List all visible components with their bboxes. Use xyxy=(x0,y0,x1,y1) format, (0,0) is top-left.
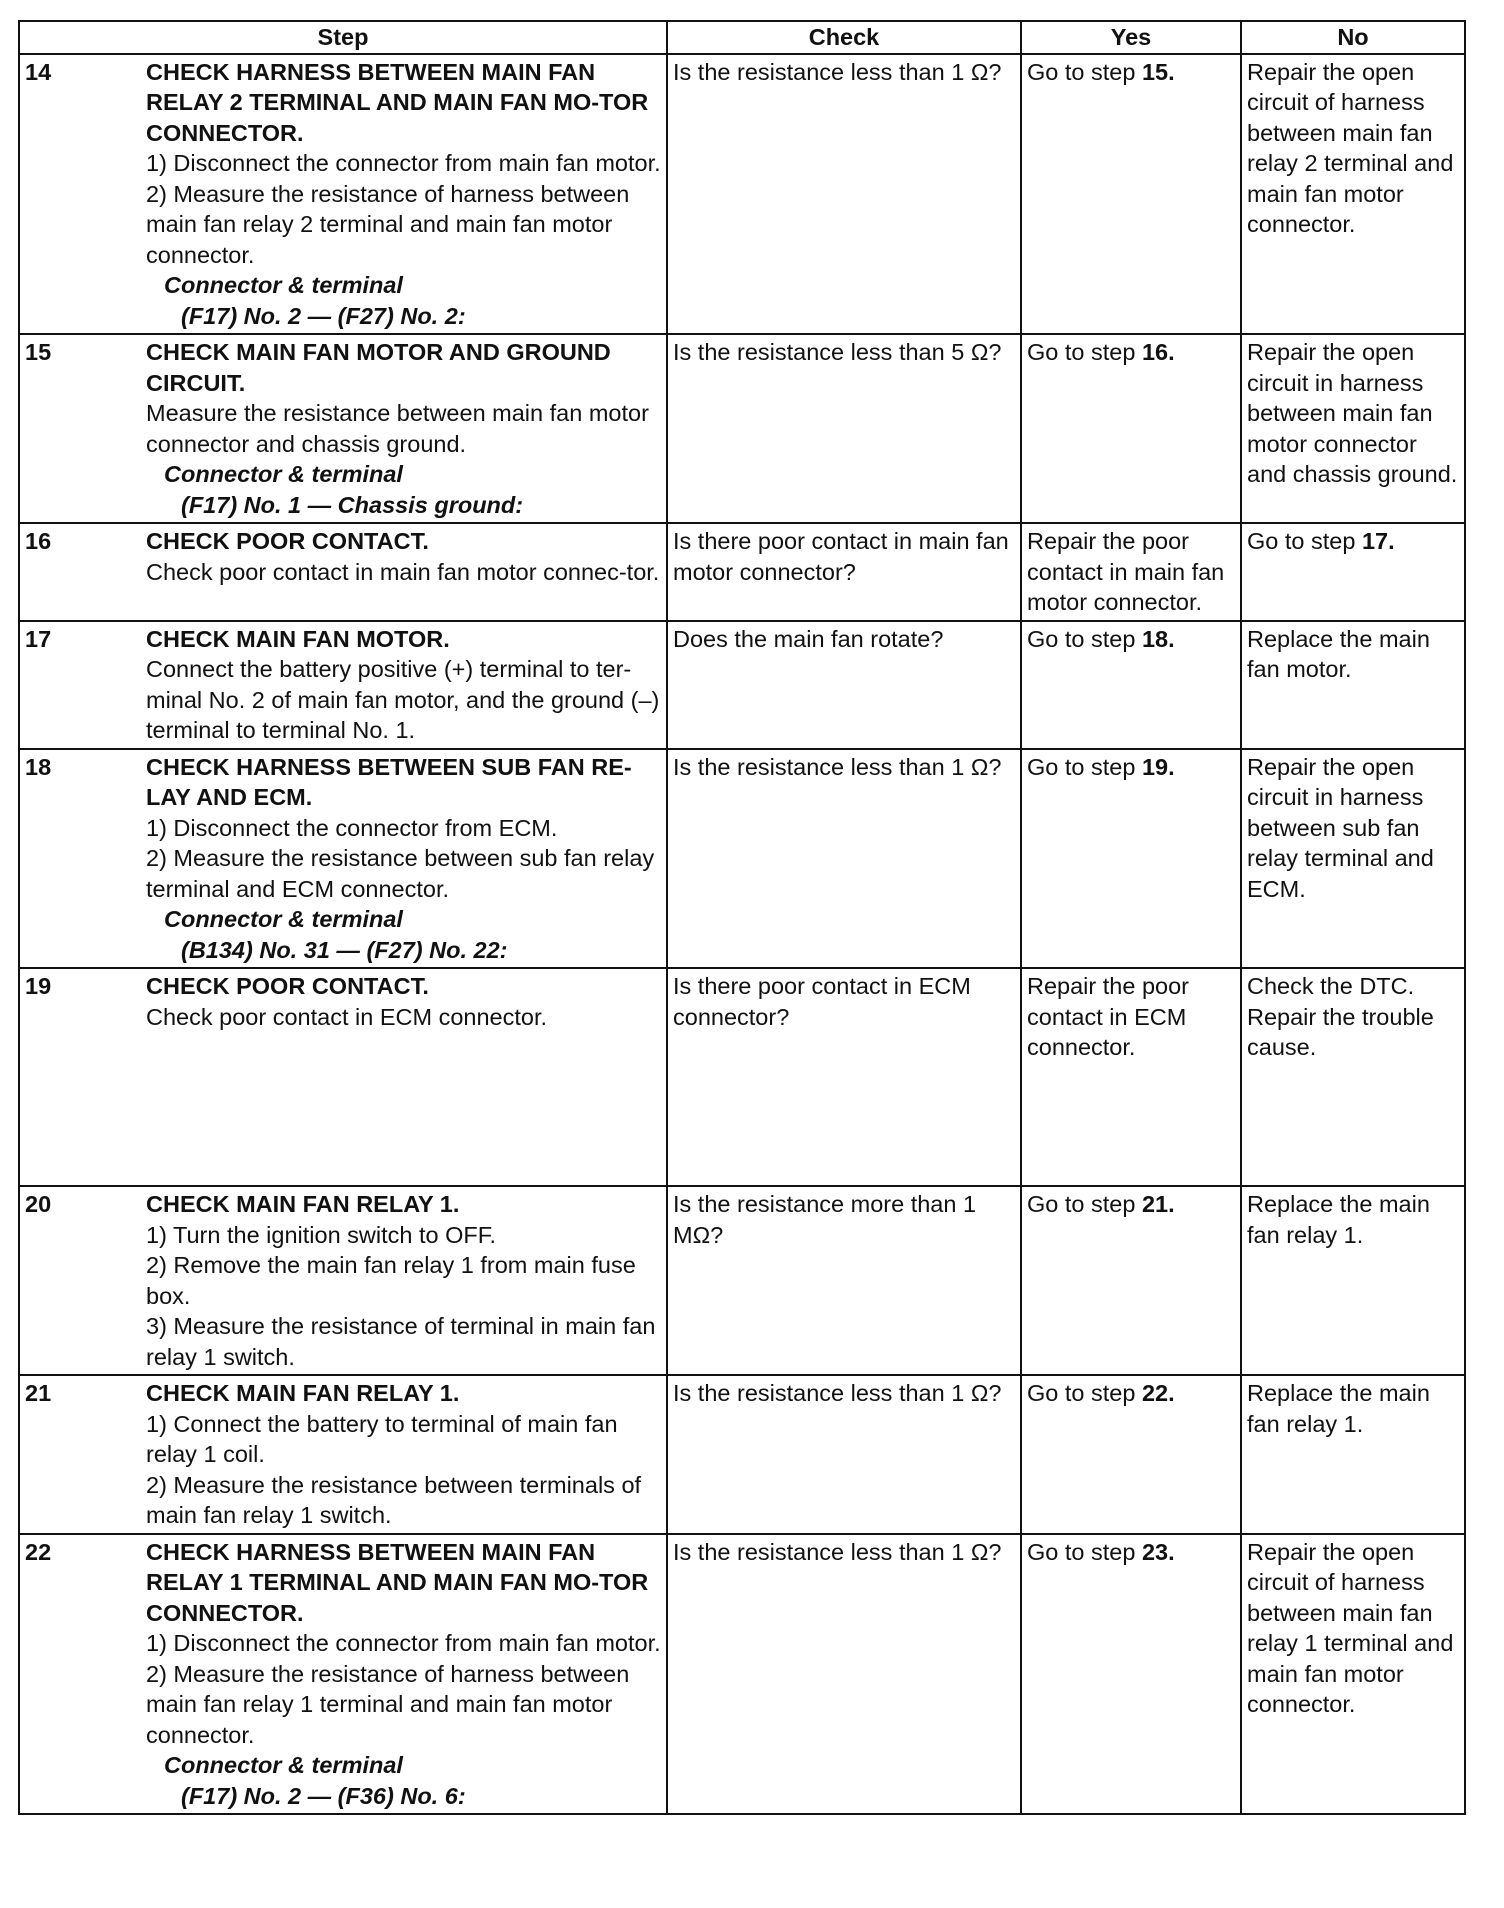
yes-cell xyxy=(1021,1186,1241,1375)
check-cell: Is the resistance less than 1 Ω? xyxy=(667,749,1021,969)
table-row xyxy=(19,334,1465,523)
yes-goto-text: Go to step xyxy=(1027,1191,1142,1217)
step-instruction: 3) Measure the resistance of terminal in main fan relay 1 switch. xyxy=(146,1313,656,1370)
yes-goto-text: Go to step xyxy=(1027,625,1142,652)
check-cell: Is there poor contact in main fan motor connector? xyxy=(667,523,1021,621)
step-cell xyxy=(19,1375,667,1534)
check-cell: Is the resistance less than 1 Ω? xyxy=(667,1534,1021,1815)
step-number: 16 xyxy=(25,528,52,554)
header-step: Step xyxy=(19,21,667,54)
no-cell: Replace the main fan motor. xyxy=(1241,621,1465,749)
header-row xyxy=(19,21,1465,54)
step-cell xyxy=(19,621,667,749)
yes-goto-text: Go to step xyxy=(1027,58,1142,85)
step-cell xyxy=(19,968,667,1186)
connector-value: (F17) No. 2 — (F36) No. 6: xyxy=(181,1782,466,1809)
no-goto-step: 17. xyxy=(1361,528,1395,554)
connector-label: Connector & terminal xyxy=(164,906,403,932)
step-number: 20 xyxy=(25,1191,52,1217)
step-instruction: Check poor contact in main fan motor connec-tor. xyxy=(146,558,660,585)
step-instruction: 1) Turn the ignition switch to OFF. xyxy=(146,1221,497,1248)
step-cell xyxy=(19,1186,667,1375)
step-instruction: 2) Measure the resistance of harness between main fan relay 2 terminal and main fan motor connector. xyxy=(146,180,630,268)
connector-label: Connector & terminal xyxy=(164,461,403,487)
no-cell: Repair the open circuit of harness between main fan relay 2 terminal and main fan motor connector. xyxy=(1241,54,1465,335)
step-cell xyxy=(19,334,667,523)
step-instruction: 1) Connect the battery to terminal of main fan relay 1 coil. xyxy=(146,1410,618,1467)
no-cell: Repair the open circuit of harness between main fan relay 1 terminal and main fan motor connector. xyxy=(1241,1534,1465,1815)
yes-goto-step: 18. xyxy=(1141,625,1175,652)
yes-goto-text: Go to step xyxy=(1027,1380,1142,1406)
step-cell xyxy=(19,54,667,335)
connector-value: (F17) No. 2 — (F27) No. 2: xyxy=(181,302,466,329)
yes-cell xyxy=(1021,334,1241,523)
check-cell: Does the main fan rotate? xyxy=(667,621,1021,749)
yes-cell xyxy=(1021,1375,1241,1534)
step-title: CHECK MAIN FAN MOTOR. xyxy=(146,625,450,652)
step-instruction: 1) Disconnect the connector from main fan motor. xyxy=(146,1630,661,1656)
step-instruction: Measure the resistance between main fan motor connector and chassis ground. xyxy=(146,400,649,457)
no-goto-text: Go to step xyxy=(1247,528,1362,554)
no-cell: Repair the open circuit in harness between sub fan relay terminal and ECM. xyxy=(1241,749,1465,969)
step-title: CHECK HARNESS BETWEEN SUB FAN RE-LAY AND ECM. xyxy=(146,753,632,810)
step-title: CHECK POOR CONTACT. xyxy=(146,973,429,999)
step-title: CHECK HARNESS BETWEEN MAIN FAN RELAY 2 TERMINAL AND MAIN FAN MO-TOR CONNECTOR. xyxy=(146,58,649,146)
step-instruction: Check poor contact in ECM connector. xyxy=(146,1003,548,1030)
step-title: CHECK MAIN FAN MOTOR AND GROUND CIRCUIT. xyxy=(146,339,611,396)
table-row xyxy=(19,1534,1465,1815)
step-instruction: 2) Remove the main fan relay 1 from main fuse box. xyxy=(146,1252,636,1309)
step-title: CHECK MAIN FAN RELAY 1. xyxy=(146,1380,460,1406)
yes-cell xyxy=(1021,54,1241,335)
header-check: Check xyxy=(667,21,1021,54)
table-row xyxy=(19,968,1465,1186)
yes-goto-step: 21. xyxy=(1141,1191,1175,1217)
step-cell xyxy=(19,523,667,621)
step-title: CHECK HARNESS BETWEEN MAIN FAN RELAY 1 TERMINAL AND MAIN FAN MO-TOR CONNECTOR. xyxy=(146,1538,649,1626)
yes-cell: Repair the poor contact in main fan motor connector. xyxy=(1021,523,1241,621)
table-row xyxy=(19,749,1465,969)
header-no: No xyxy=(1241,21,1465,54)
step-number: 15 xyxy=(25,339,52,365)
table-row xyxy=(19,1186,1465,1375)
check-cell: Is there poor contact in ECM connector? xyxy=(667,968,1021,1186)
table-row xyxy=(19,621,1465,749)
header-yes: Yes xyxy=(1021,21,1241,54)
step-cell xyxy=(19,1534,667,1815)
step-cell xyxy=(19,749,667,969)
check-cell: Is the resistance less than 1 Ω? xyxy=(667,1375,1021,1534)
step-number: 19 xyxy=(25,973,52,999)
yes-cell xyxy=(1021,621,1241,749)
step-instruction: 2) Measure the resistance between sub fan relay terminal and ECM connector. xyxy=(146,845,655,902)
table-row xyxy=(19,54,1465,335)
yes-goto-step: 15. xyxy=(1141,58,1175,85)
yes-goto-text: Go to step xyxy=(1027,753,1142,780)
no-cell xyxy=(1241,523,1465,621)
yes-goto-text: Go to step xyxy=(1027,1538,1142,1565)
step-title: CHECK POOR CONTACT. xyxy=(146,528,429,554)
yes-goto-step: 19. xyxy=(1141,753,1175,780)
yes-cell: Repair the poor contact in ECM connector. xyxy=(1021,968,1241,1186)
step-number: 22 xyxy=(25,1538,52,1565)
yes-goto-step: 23. xyxy=(1141,1538,1175,1565)
step-number: 17 xyxy=(25,625,52,652)
step-instruction: 2) Measure the resistance of harness between main fan relay 1 terminal and main fan motor connector. xyxy=(146,1660,630,1748)
no-cell: Check the DTC. Repair the trouble cause. xyxy=(1241,968,1465,1186)
step-instruction: Connect the battery positive (+) terminal to ter-minal No. 2 of main fan motor, and the ground (–) terminal to terminal No. 1. xyxy=(146,656,660,743)
step-instruction: 1) Disconnect the connector from main fan motor. xyxy=(146,150,661,176)
step-number: 14 xyxy=(25,58,52,85)
diagnostic-procedure-table xyxy=(18,20,1466,1815)
step-instruction: 1) Disconnect the connector from ECM. xyxy=(146,814,558,841)
connector-label: Connector & terminal xyxy=(164,272,403,298)
yes-cell xyxy=(1021,749,1241,969)
yes-goto-step: 22. xyxy=(1141,1380,1175,1406)
check-cell: Is the resistance less than 1 Ω? xyxy=(667,54,1021,335)
yes-goto-step: 16. xyxy=(1141,339,1175,365)
no-cell: Replace the main fan relay 1. xyxy=(1241,1375,1465,1534)
no-cell: Repair the open circuit in harness between main fan motor connector and chassis ground. xyxy=(1241,334,1465,523)
connector-value: (B134) No. 31 — (F27) No. 22: xyxy=(181,936,508,963)
table-row xyxy=(19,523,1465,621)
check-cell: Is the resistance less than 5 Ω? xyxy=(667,334,1021,523)
step-number: 21 xyxy=(25,1380,52,1406)
yes-goto-text: Go to step xyxy=(1027,339,1142,365)
check-cell: Is the resistance more than 1 MΩ? xyxy=(667,1186,1021,1375)
step-instruction: 2) Measure the resistance between terminals of main fan relay 1 switch. xyxy=(146,1471,642,1528)
connector-label: Connector & terminal xyxy=(164,1752,403,1778)
step-number: 18 xyxy=(25,753,52,780)
no-cell: Replace the main fan relay 1. xyxy=(1241,1186,1465,1375)
yes-cell xyxy=(1021,1534,1241,1815)
step-title: CHECK MAIN FAN RELAY 1. xyxy=(146,1191,460,1217)
connector-value: (F17) No. 1 — Chassis ground: xyxy=(181,491,524,518)
table-row xyxy=(19,1375,1465,1534)
